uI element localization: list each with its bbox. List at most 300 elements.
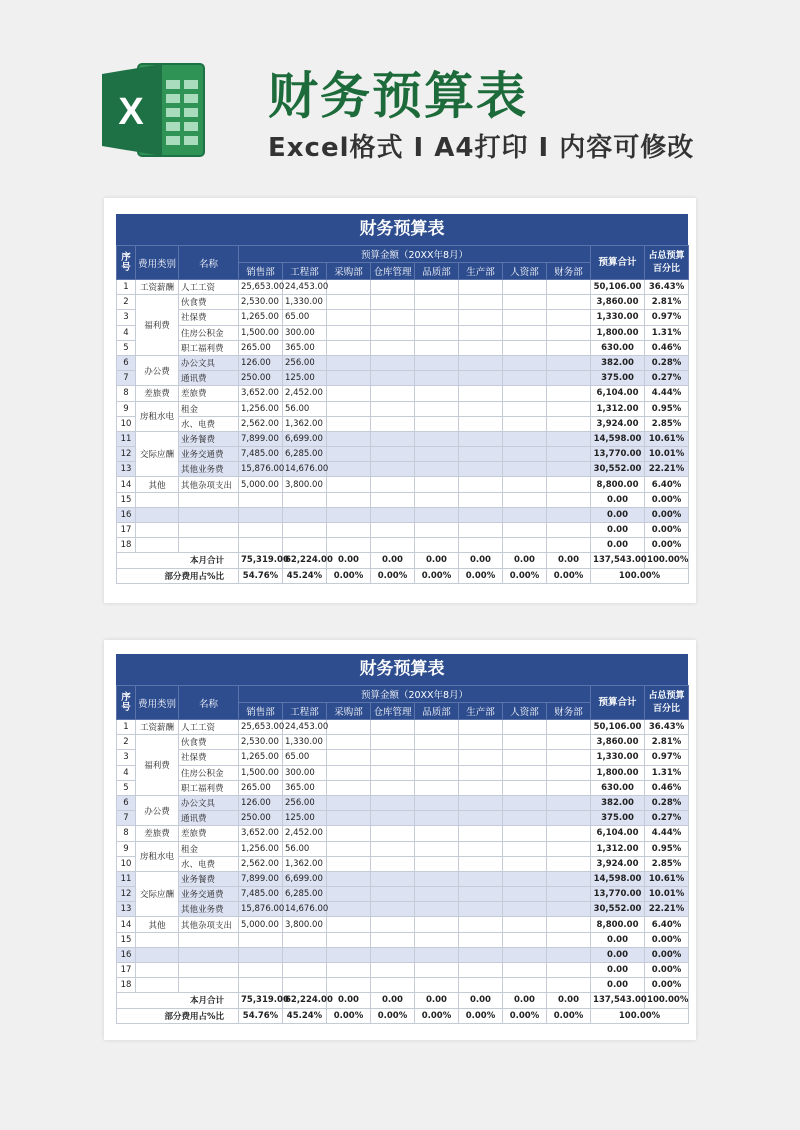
dept-value bbox=[415, 917, 459, 932]
dept-value bbox=[547, 295, 591, 310]
item-name: 职工福利费 bbox=[179, 340, 239, 355]
dept-value bbox=[503, 978, 547, 993]
dept-value bbox=[327, 795, 371, 810]
row-percent: 0.00% bbox=[645, 947, 689, 962]
row-percent: 4.44% bbox=[645, 386, 689, 401]
dept-value bbox=[415, 932, 459, 947]
row-total: 8,800.00 bbox=[591, 917, 645, 932]
category-cell: 交际应酬 bbox=[136, 431, 179, 477]
table-row bbox=[117, 280, 689, 295]
dept-value bbox=[503, 963, 547, 978]
item-name: 伙食费 bbox=[179, 295, 239, 310]
dept-value bbox=[371, 280, 415, 295]
month-total-value: 0.00 bbox=[371, 993, 415, 1008]
table-row bbox=[117, 871, 689, 886]
dept-value: 1,330.00 bbox=[283, 735, 327, 750]
dept-value bbox=[327, 963, 371, 978]
item-name: 其他业务费 bbox=[179, 902, 239, 917]
table-row bbox=[117, 735, 689, 750]
dept-value bbox=[371, 963, 415, 978]
dept-value bbox=[327, 310, 371, 325]
share-value: 0.00% bbox=[371, 568, 415, 583]
dept-value bbox=[415, 963, 459, 978]
table-row bbox=[117, 325, 689, 340]
dept-value bbox=[547, 340, 591, 355]
dept-value: 6,699.00 bbox=[283, 871, 327, 886]
dept-value bbox=[547, 811, 591, 826]
category-cell: 办公费 bbox=[136, 355, 179, 385]
share-value: 0.00% bbox=[459, 1008, 503, 1023]
dept-value bbox=[239, 963, 283, 978]
item-name bbox=[179, 507, 239, 522]
dept-value bbox=[371, 750, 415, 765]
item-name: 水、电费 bbox=[179, 856, 239, 871]
dept-value bbox=[547, 507, 591, 522]
dept-value bbox=[459, 416, 503, 431]
month-total-value: 62,224.00 bbox=[283, 553, 327, 568]
row-percent: 0.95% bbox=[645, 401, 689, 416]
dept-value bbox=[459, 507, 503, 522]
month-total-row bbox=[117, 553, 689, 568]
row-number: 5 bbox=[117, 340, 136, 355]
dept-value bbox=[503, 386, 547, 401]
row-total: 1,800.00 bbox=[591, 325, 645, 340]
item-name bbox=[179, 538, 239, 553]
row-number: 14 bbox=[117, 917, 136, 932]
dept-value bbox=[503, 780, 547, 795]
item-name: 人工工资 bbox=[179, 280, 239, 295]
row-total: 375.00 bbox=[591, 811, 645, 826]
dept-value bbox=[459, 963, 503, 978]
dept-value bbox=[327, 932, 371, 947]
dept-value bbox=[327, 477, 371, 492]
row-percent: 10.01% bbox=[645, 447, 689, 462]
category-cell: 其他 bbox=[136, 477, 179, 492]
category-cell bbox=[136, 963, 179, 978]
row-total: 1,330.00 bbox=[591, 310, 645, 325]
share-value: 0.00% bbox=[371, 1008, 415, 1023]
dept-value bbox=[415, 947, 459, 962]
row-number: 3 bbox=[117, 750, 136, 765]
dept-value: 125.00 bbox=[283, 811, 327, 826]
dept-value bbox=[459, 856, 503, 871]
dept-value bbox=[459, 902, 503, 917]
page-subtitle: Excel格式 I A4打印 I 内容可修改 bbox=[268, 133, 695, 163]
row-percent: 0.00% bbox=[645, 538, 689, 553]
dept-value bbox=[547, 841, 591, 856]
category-cell: 房租水电 bbox=[136, 401, 179, 431]
item-name: 通讯费 bbox=[179, 371, 239, 386]
month-total-label: 本月合计 bbox=[117, 993, 239, 1008]
dept-value bbox=[415, 447, 459, 462]
row-number: 10 bbox=[117, 416, 136, 431]
dept-value: 6,699.00 bbox=[283, 431, 327, 446]
table-row bbox=[117, 416, 689, 431]
dept-value bbox=[327, 826, 371, 841]
item-name: 差旅费 bbox=[179, 386, 239, 401]
dept-value: 15,876.00 bbox=[239, 462, 283, 477]
dept-value bbox=[283, 523, 327, 538]
dept-value: 5,000.00 bbox=[239, 917, 283, 932]
dept-value: 65.00 bbox=[283, 750, 327, 765]
dept-value bbox=[415, 841, 459, 856]
dept-value bbox=[327, 811, 371, 826]
dept-value bbox=[327, 447, 371, 462]
dept-value bbox=[547, 963, 591, 978]
dept-value: 1,500.00 bbox=[239, 325, 283, 340]
share-value: 0.00% bbox=[415, 568, 459, 583]
dept-value bbox=[503, 932, 547, 947]
dept-value bbox=[415, 507, 459, 522]
row-total: 6,104.00 bbox=[591, 826, 645, 841]
table-row bbox=[117, 431, 689, 446]
item-name bbox=[179, 978, 239, 993]
row-percent: 0.46% bbox=[645, 340, 689, 355]
row-number: 12 bbox=[117, 447, 136, 462]
table-row bbox=[117, 887, 689, 902]
dept-value bbox=[415, 401, 459, 416]
dept-value: 24,453.00 bbox=[283, 280, 327, 295]
dept-value bbox=[459, 917, 503, 932]
dept-value bbox=[415, 902, 459, 917]
dept-value bbox=[547, 416, 591, 431]
dept-value bbox=[415, 462, 459, 477]
row-percent: 2.85% bbox=[645, 416, 689, 431]
dept-value bbox=[459, 947, 503, 962]
row-percent: 10.01% bbox=[645, 887, 689, 902]
dept-value bbox=[503, 947, 547, 962]
share-value: 0.00% bbox=[503, 568, 547, 583]
dept-value bbox=[327, 917, 371, 932]
dept-value bbox=[327, 462, 371, 477]
row-total: 0.00 bbox=[591, 963, 645, 978]
dept-value bbox=[371, 340, 415, 355]
dept-value bbox=[503, 720, 547, 735]
dept-value bbox=[459, 295, 503, 310]
dept-value bbox=[283, 492, 327, 507]
category-cell bbox=[136, 492, 179, 507]
item-name: 办公文具 bbox=[179, 795, 239, 810]
dept-value bbox=[415, 735, 459, 750]
row-total: 630.00 bbox=[591, 780, 645, 795]
dept-value bbox=[327, 871, 371, 886]
excel-logo-icon bbox=[100, 62, 210, 158]
dept-value bbox=[327, 735, 371, 750]
share-value: 54.76% bbox=[239, 1008, 283, 1023]
row-percent: 2.81% bbox=[645, 295, 689, 310]
category-cell: 工资薪酬 bbox=[136, 280, 179, 295]
dept-value bbox=[503, 902, 547, 917]
dept-value: 3,800.00 bbox=[283, 477, 327, 492]
dept-value bbox=[327, 355, 371, 370]
header-dept: 销售部 bbox=[239, 703, 283, 720]
row-percent: 2.85% bbox=[645, 856, 689, 871]
dept-value bbox=[239, 507, 283, 522]
row-number: 8 bbox=[117, 826, 136, 841]
dept-value bbox=[283, 947, 327, 962]
dept-value bbox=[547, 917, 591, 932]
dept-value bbox=[503, 280, 547, 295]
dept-value bbox=[327, 492, 371, 507]
dept-value: 3,652.00 bbox=[239, 386, 283, 401]
dept-value bbox=[327, 720, 371, 735]
table-row bbox=[117, 447, 689, 462]
category-cell: 福利费 bbox=[136, 295, 179, 356]
dept-value: 6,285.00 bbox=[283, 887, 327, 902]
dept-value bbox=[415, 310, 459, 325]
dept-value bbox=[503, 765, 547, 780]
row-total: 8,800.00 bbox=[591, 477, 645, 492]
dept-value bbox=[459, 355, 503, 370]
row-percent: 6.40% bbox=[645, 917, 689, 932]
dept-value: 265.00 bbox=[239, 780, 283, 795]
dept-value bbox=[327, 538, 371, 553]
row-percent: 10.61% bbox=[645, 431, 689, 446]
item-name: 住房公积金 bbox=[179, 325, 239, 340]
dept-value: 126.00 bbox=[239, 355, 283, 370]
share-label: 部分费用占%比 bbox=[117, 1008, 239, 1023]
row-total: 1,800.00 bbox=[591, 765, 645, 780]
dept-value bbox=[503, 416, 547, 431]
dept-value: 2,530.00 bbox=[239, 735, 283, 750]
dept-value: 56.00 bbox=[283, 841, 327, 856]
row-number: 1 bbox=[117, 280, 136, 295]
category-cell: 差旅费 bbox=[136, 826, 179, 841]
row-total: 30,552.00 bbox=[591, 902, 645, 917]
month-total-value: 0.00 bbox=[503, 993, 547, 1008]
item-name: 住房公积金 bbox=[179, 765, 239, 780]
dept-value bbox=[415, 856, 459, 871]
dept-value bbox=[503, 462, 547, 477]
row-total: 50,106.00 bbox=[591, 720, 645, 735]
row-percent: 0.00% bbox=[645, 507, 689, 522]
header-dept: 工程部 bbox=[283, 703, 327, 720]
dept-value bbox=[547, 371, 591, 386]
row-total: 30,552.00 bbox=[591, 462, 645, 477]
dept-value bbox=[547, 887, 591, 902]
dept-value bbox=[415, 492, 459, 507]
dept-value: 14,676.00 bbox=[283, 462, 327, 477]
header-dept: 财务部 bbox=[547, 263, 591, 280]
row-percent: 10.61% bbox=[645, 871, 689, 886]
dept-value bbox=[371, 355, 415, 370]
dept-value bbox=[503, 538, 547, 553]
dept-value bbox=[371, 431, 415, 446]
table-row bbox=[117, 841, 689, 856]
row-total: 6,104.00 bbox=[591, 386, 645, 401]
header-percent: 占总预算百分比 bbox=[645, 246, 689, 280]
dept-value bbox=[415, 795, 459, 810]
dept-value bbox=[503, 310, 547, 325]
dept-value bbox=[503, 523, 547, 538]
row-number: 9 bbox=[117, 401, 136, 416]
row-percent: 0.46% bbox=[645, 780, 689, 795]
row-number: 13 bbox=[117, 462, 136, 477]
item-name: 业务餐费 bbox=[179, 871, 239, 886]
dept-value bbox=[547, 401, 591, 416]
sheet-preview-2 bbox=[104, 640, 696, 1040]
dept-value bbox=[327, 523, 371, 538]
dept-value bbox=[415, 871, 459, 886]
row-number: 17 bbox=[117, 523, 136, 538]
dept-value: 25,653.00 bbox=[239, 720, 283, 735]
dept-value bbox=[371, 978, 415, 993]
dept-value bbox=[415, 720, 459, 735]
month-total-value: 0.00 bbox=[415, 993, 459, 1008]
share-label: 部分费用占%比 bbox=[117, 568, 239, 583]
budget-table bbox=[116, 654, 688, 1024]
row-percent: 22.21% bbox=[645, 462, 689, 477]
dept-value bbox=[415, 811, 459, 826]
row-total: 3,924.00 bbox=[591, 856, 645, 871]
row-number: 5 bbox=[117, 780, 136, 795]
dept-value: 7,899.00 bbox=[239, 871, 283, 886]
dept-value bbox=[371, 765, 415, 780]
dept-value: 1,265.00 bbox=[239, 310, 283, 325]
header-total: 预算合计 bbox=[591, 686, 645, 720]
dept-value bbox=[371, 477, 415, 492]
dept-value bbox=[503, 826, 547, 841]
table-row bbox=[117, 401, 689, 416]
table-row bbox=[117, 492, 689, 507]
dept-value bbox=[547, 795, 591, 810]
dept-value: 2,452.00 bbox=[283, 826, 327, 841]
row-number: 13 bbox=[117, 902, 136, 917]
dept-value bbox=[239, 947, 283, 962]
dept-value bbox=[547, 280, 591, 295]
dept-value bbox=[459, 325, 503, 340]
table-row bbox=[117, 902, 689, 917]
row-percent: 36.43% bbox=[645, 280, 689, 295]
header-dept: 品质部 bbox=[415, 703, 459, 720]
table-row bbox=[117, 947, 689, 962]
share-value: 45.24% bbox=[283, 568, 327, 583]
dept-value bbox=[503, 871, 547, 886]
dept-value bbox=[327, 401, 371, 416]
dept-value bbox=[503, 447, 547, 462]
dept-value bbox=[459, 887, 503, 902]
row-number: 16 bbox=[117, 947, 136, 962]
dept-value bbox=[327, 902, 371, 917]
header-dept: 财务部 bbox=[547, 703, 591, 720]
header-dept: 工程部 bbox=[283, 263, 327, 280]
header-dept: 生产部 bbox=[459, 263, 503, 280]
dept-value bbox=[327, 340, 371, 355]
dept-value bbox=[327, 978, 371, 993]
table-row bbox=[117, 507, 689, 522]
item-name: 办公文具 bbox=[179, 355, 239, 370]
dept-value bbox=[459, 310, 503, 325]
row-percent: 0.28% bbox=[645, 355, 689, 370]
category-cell: 房租水电 bbox=[136, 841, 179, 871]
dept-value: 2,530.00 bbox=[239, 295, 283, 310]
dept-value bbox=[239, 492, 283, 507]
table-row bbox=[117, 750, 689, 765]
table-row bbox=[117, 917, 689, 932]
row-percent: 0.28% bbox=[645, 795, 689, 810]
dept-value bbox=[371, 462, 415, 477]
dept-value bbox=[239, 523, 283, 538]
dept-value bbox=[547, 932, 591, 947]
dept-value: 2,452.00 bbox=[283, 386, 327, 401]
row-total: 382.00 bbox=[591, 795, 645, 810]
dept-value bbox=[371, 523, 415, 538]
dept-value bbox=[459, 386, 503, 401]
dept-value bbox=[459, 871, 503, 886]
dept-value bbox=[459, 932, 503, 947]
dept-value bbox=[327, 750, 371, 765]
budget-table bbox=[116, 214, 688, 584]
dept-value: 1,265.00 bbox=[239, 750, 283, 765]
row-total: 0.00 bbox=[591, 978, 645, 993]
table-row bbox=[117, 538, 689, 553]
dept-value bbox=[327, 371, 371, 386]
dept-value bbox=[547, 765, 591, 780]
header-dept: 仓库管理 bbox=[371, 263, 415, 280]
dept-value bbox=[547, 355, 591, 370]
header-dept: 仓库管理 bbox=[371, 703, 415, 720]
dept-value bbox=[415, 371, 459, 386]
table-row bbox=[117, 978, 689, 993]
dept-value bbox=[547, 523, 591, 538]
header-seq: 序号 bbox=[117, 246, 136, 280]
dept-value bbox=[327, 856, 371, 871]
row-percent: 36.43% bbox=[645, 720, 689, 735]
header-seq: 序号 bbox=[117, 686, 136, 720]
row-number: 17 bbox=[117, 963, 136, 978]
dept-value: 3,800.00 bbox=[283, 917, 327, 932]
row-total: 3,924.00 bbox=[591, 416, 645, 431]
dept-value bbox=[415, 523, 459, 538]
row-percent: 4.44% bbox=[645, 826, 689, 841]
share-total: 100.00% bbox=[591, 568, 689, 583]
dept-value: 6,285.00 bbox=[283, 447, 327, 462]
row-number: 15 bbox=[117, 492, 136, 507]
row-percent: 0.95% bbox=[645, 841, 689, 856]
row-total: 0.00 bbox=[591, 523, 645, 538]
item-name: 其他业务费 bbox=[179, 462, 239, 477]
dept-value bbox=[459, 431, 503, 446]
dept-value: 7,485.00 bbox=[239, 887, 283, 902]
row-number: 18 bbox=[117, 538, 136, 553]
dept-value bbox=[371, 401, 415, 416]
header-dept: 人资部 bbox=[503, 703, 547, 720]
dept-value bbox=[415, 295, 459, 310]
header-dept: 生产部 bbox=[459, 703, 503, 720]
dept-value: 25,653.00 bbox=[239, 280, 283, 295]
dept-value bbox=[327, 325, 371, 340]
dept-value bbox=[547, 431, 591, 446]
dept-value bbox=[415, 280, 459, 295]
page-header bbox=[0, 0, 800, 190]
category-cell: 办公费 bbox=[136, 795, 179, 825]
dept-value bbox=[415, 340, 459, 355]
header-budget-group: 预算金额（20XX年8月） bbox=[239, 686, 591, 703]
dept-value bbox=[547, 978, 591, 993]
dept-value bbox=[371, 947, 415, 962]
dept-value bbox=[547, 720, 591, 735]
dept-value bbox=[327, 295, 371, 310]
table-row bbox=[117, 932, 689, 947]
dept-value bbox=[415, 538, 459, 553]
dept-value bbox=[547, 462, 591, 477]
dept-value bbox=[459, 462, 503, 477]
dept-value bbox=[371, 826, 415, 841]
dept-value: 300.00 bbox=[283, 765, 327, 780]
dept-value bbox=[371, 447, 415, 462]
budget-grid bbox=[116, 685, 689, 1024]
dept-value bbox=[459, 841, 503, 856]
